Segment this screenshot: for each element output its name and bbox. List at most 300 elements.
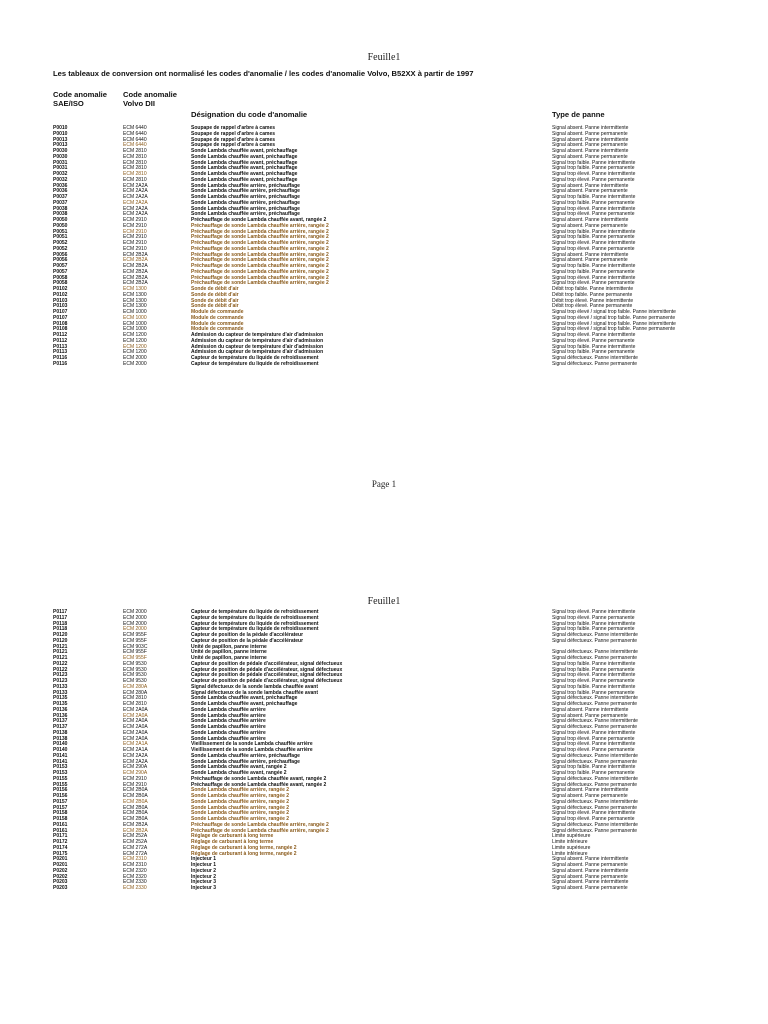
fault-type-cell: Signal défectueux. Panne permanente (552, 701, 638, 707)
designation-cell: Signal défectueux de la sonde lambda chauffée avant (191, 689, 318, 696)
designation-cell: Soupape de rappel d'arbre à cames (191, 130, 275, 137)
fault-type-cell: Signal absent. Panne intermittente (552, 856, 629, 863)
designation-cell: Vieillissement de la sonde Lambda chauffée arrière (191, 747, 313, 753)
sae-code-cell: P0161 (53, 827, 68, 834)
sae-code-cell: P0112 (53, 332, 68, 338)
volvo-code-cell: ECM 6440 (123, 125, 147, 131)
fault-type-cell: Signal absent. Panne intermittente (552, 125, 629, 131)
fault-type-cell: Signal trop faible. Panne intermittente (552, 764, 636, 771)
sae-code-cell: P0122 (53, 660, 68, 667)
designation-cell: Sonde Lambda chauffée arrière, rangée 2 (191, 798, 290, 805)
volvo-code-cell: ECM 2320 (123, 873, 147, 880)
designation-cell: Capteur de position de pédale d'accélérateur, signal défectueux (191, 660, 343, 667)
fault-type-cell: Signal défectueux. Panne permanente (552, 827, 638, 834)
designation-cell: Sonde Lambda chauffée arrière, préchauffage (191, 199, 300, 206)
volvo-code-cell: ECM 1300 (123, 297, 147, 304)
sae-code-cell: P0121 (53, 643, 68, 650)
sae-code-cell: P0010 (53, 130, 68, 137)
designation-cell: Module de commande (191, 314, 244, 321)
fault-type-cell: Signal trop faible. Panne intermittente (552, 194, 636, 200)
sae-code-cell: P0052 (53, 240, 68, 246)
sae-code-cell: P0010 (53, 125, 68, 131)
sae-code-cell: P0137 (53, 718, 68, 725)
designation-cell: Sonde Lambda chauffée arrière, préchauffage (191, 188, 300, 195)
volvo-code-cell: ECM 2A0A (123, 724, 148, 730)
volvo-code-cell: ECM 2A2A (123, 205, 148, 212)
volvo-code-cell: ECM 2910 (123, 775, 147, 782)
designation-cell: Sonde Lambda chauffée arrière, rangée 2 (191, 804, 290, 811)
volvo-code-cell: ECM 2B2A (123, 263, 148, 269)
designation-cell: Sonde Lambda chauffée arrière, rangée 2 (191, 810, 290, 817)
fault-type-cell: Signal absent. Panne intermittente (552, 867, 629, 874)
designation-cell: Sonde Lambda chauffée arrière (191, 706, 266, 713)
volvo-code-cell: ECM 1000 (123, 309, 147, 315)
volvo-code-cell: ECM 2910 (123, 228, 147, 235)
designation-cell: Préchauffage de sonde Lambda chauffée arrière, rangée 2 (191, 245, 329, 252)
volvo-code-cell: ECM 1200 (123, 343, 147, 350)
sae-code-cell: P0137 (53, 724, 68, 730)
fault-type-cell: Signal absent. Panne intermittente (552, 879, 629, 886)
sae-code-cell: P0123 (53, 672, 68, 679)
fault-type-cell: Limite supérieure (552, 844, 591, 851)
volvo-code-cell: ECM 2000 (123, 360, 147, 367)
fault-type-cell: Signal absent. Panne intermittente (552, 251, 629, 258)
volvo-code-cell: ECM 9530 (123, 666, 147, 673)
fault-type-cell: Signal défectueux. Panne intermittente (552, 632, 638, 638)
sae-code-cell: P0037 (53, 199, 68, 206)
volvo-code-cell: ECM 2B0A (123, 810, 148, 817)
designation-cell: Sonde Lambda chauffée avant, préchauffage (191, 695, 298, 702)
fault-type-cell: Signal absent. Panne permanente (552, 793, 628, 799)
column-header-line: SAE/ISO (53, 99, 84, 108)
sae-code-cell: P0037 (53, 194, 68, 200)
fault-type-cell: Signal absent. Panne permanente (552, 222, 628, 229)
sae-code-cell: P0102 (53, 286, 68, 292)
fault-type-cell: Débit trop élevé. Panne permanente (552, 303, 633, 310)
fault-type-cell: Limite inférieure (552, 839, 588, 845)
sae-code-cell: P0122 (53, 666, 68, 673)
volvo-code-cell: ECM 2B2A (123, 821, 148, 828)
volvo-code-cell: ECM 1200 (123, 332, 147, 338)
fault-type-cell: Signal absent. Panne permanente (552, 130, 628, 137)
sae-code-cell: P0157 (53, 804, 68, 811)
sae-code-cell: P0118 (53, 626, 68, 633)
designation-cell: Capteur de position de pédale d'accélérateur, signal défectueux (191, 678, 343, 684)
fault-type-cell: Signal absent. Panne permanente (552, 142, 628, 149)
volvo-code-cell: ECM 2810 (123, 148, 147, 154)
volvo-code-cell: ECM 2A1A (123, 747, 148, 753)
designation-cell: Préchauffage de sonde Lambda chauffée arrière, rangée 2 (191, 228, 329, 235)
designation-cell: Préchauffage de sonde Lambda chauffée arrière, rangée 2 (191, 234, 329, 241)
fault-type-cell: Signal trop faible. Panne intermittente (552, 228, 636, 235)
table-row (0, 886, 768, 892)
volvo-code-cell: ECM 2330 (123, 885, 147, 891)
sae-code-cell: P0108 (53, 326, 68, 333)
designation-cell: Sonde Lambda chauffée avant, préchauffage (191, 153, 298, 160)
designation-cell: Capteur de température du liquide de refroidissement (191, 360, 319, 367)
fault-type-cell: Signal trop élevé. Panne intermittente (552, 171, 636, 177)
fault-type-cell: Signal défectueux. Panne intermittente (552, 355, 638, 361)
volvo-code-cell: ECM 955F (123, 649, 147, 656)
volvo-code-cell: ECM 2310 (123, 856, 147, 863)
designation-cell: Sonde Lambda chauffée arrière (191, 724, 266, 730)
fault-type-cell: Signal absent. Panne permanente (552, 873, 628, 880)
column-header-line: Code anomalie (53, 90, 108, 99)
volvo-code-cell: ECM 272A (123, 844, 148, 851)
sae-code-cell: P0201 (53, 862, 68, 868)
fault-type-cell: Signal trop faible. Panne permanente (552, 666, 635, 673)
fault-type-cell: Signal trop faible. Panne intermittente (552, 660, 636, 667)
designation-cell: Sonde Lambda chauffée avant, préchauffage (191, 176, 298, 183)
designation-cell: Sonde Lambda chauffée arrière (191, 735, 266, 742)
designation-cell: Sonde Lambda chauffée arrière, préchauffage (191, 211, 300, 218)
volvo-code-cell: ECM 2910 (123, 234, 147, 241)
designation-cell: Capteur de position de pédale d'accélérateur, signal défectueux (191, 666, 343, 673)
designation-cell: Sonde Lambda chauffée avant, préchauffage (191, 148, 298, 154)
volvo-code-cell: ECM 955F (123, 637, 147, 644)
volvo-code-cell: ECM 2A2A (123, 211, 148, 218)
sae-code-cell: P0121 (53, 649, 68, 656)
fault-type-cell: Signal trop élevé / signal trop faible. Panne intermittente (552, 309, 676, 315)
volvo-code-cell: ECM 2810 (123, 153, 147, 160)
column-header-sae-code (53, 90, 107, 108)
sheet-title: Feuille1 (367, 52, 401, 63)
fault-type-cell: Signal défectueux. Panne intermittente (552, 775, 638, 782)
designation-cell: Sonde Lambda chauffée arrière (191, 712, 266, 719)
sae-code-cell: P0155 (53, 781, 68, 788)
designation-cell: Capteur de température du liquide de refroidissement (191, 620, 319, 627)
designation-cell: Préchauffage de sonde Lambda chauffée avant, rangée 2 (191, 775, 327, 782)
sae-code-cell: P0203 (53, 879, 68, 886)
sae-code-cell: P0135 (53, 695, 68, 702)
fault-type-cell: Signal trop élevé. Panne intermittente (552, 741, 636, 748)
volvo-code-cell: ECM 2810 (123, 176, 147, 183)
sae-code-cell: P0036 (53, 188, 68, 195)
fault-type-cell: Signal trop élevé. Panne intermittente (552, 274, 636, 281)
designation-cell: Module de commande (191, 309, 244, 315)
volvo-code-cell: ECM 2B2A (123, 251, 148, 258)
designation-cell: Préchauffage de sonde Lambda chauffée arrière, rangée 2 (191, 821, 329, 828)
fault-type-cell: Signal défectueux. Panne permanente (552, 758, 638, 765)
volvo-code-cell: ECM 2910 (123, 781, 147, 788)
sae-code-cell: P0175 (53, 850, 68, 857)
designation-cell: Préchauffage de sonde Lambda chauffée arrière, rangée 2 (191, 268, 329, 275)
sae-code-cell: P0135 (53, 701, 68, 707)
fault-type-cell: Signal trop élevé / signal trop faible. Panne intermittente (552, 320, 676, 327)
volvo-code-cell: ECM 903C (123, 643, 148, 650)
sae-code-cell: P0121 (53, 655, 68, 661)
volvo-code-cell: ECM 2810 (123, 701, 147, 707)
volvo-code-cell: ECM 955F (123, 632, 147, 638)
volvo-code-cell: ECM 2910 (123, 240, 147, 246)
sae-code-cell: P0113 (53, 343, 68, 350)
volvo-code-cell: ECM 2A0A (123, 729, 148, 736)
volvo-code-cell: ECM 290A (123, 764, 148, 771)
sae-code-cell: P0038 (53, 211, 68, 218)
volvo-code-cell: ECM 2B2A (123, 827, 148, 834)
fault-type-cell: Signal trop faible. Panne intermittente (552, 263, 636, 269)
sae-code-cell: P0123 (53, 678, 68, 684)
volvo-code-cell: ECM 252A (123, 833, 148, 840)
sae-code-cell: P0138 (53, 735, 68, 742)
volvo-code-cell: ECM 280A (123, 689, 148, 696)
sae-code-cell: P0153 (53, 770, 68, 776)
volvo-code-cell: ECM 2000 (123, 609, 147, 615)
volvo-code-cell: ECM 2000 (123, 626, 147, 633)
sae-code-cell: P0116 (53, 355, 68, 361)
designation-cell: Capteur de température du liquide de refroidissement (191, 626, 319, 633)
fault-type-cell: Signal trop faible. Panne intermittente (552, 343, 636, 350)
sae-code-cell: P0108 (53, 320, 68, 327)
sae-code-cell: P0141 (53, 758, 68, 765)
volvo-code-cell: ECM 2A2A (123, 182, 148, 189)
designation-cell: Sonde de débit d'air (191, 303, 239, 310)
sheet-title: Feuille1 (367, 596, 401, 607)
fault-type-cell: Signal trop faible. Panne intermittente (552, 620, 636, 627)
volvo-code-cell: ECM 2B2A (123, 280, 148, 287)
designation-cell: Préchauffage de sonde Lambda chauffée arrière, rangée 2 (191, 827, 329, 834)
fault-type-cell: Limite inférieure (552, 850, 588, 857)
fault-type-cell: Signal trop faible. Panne permanente (552, 770, 635, 776)
sae-code-cell: P0155 (53, 775, 68, 782)
sae-code-cell: P0120 (53, 632, 68, 638)
designation-cell: Sonde Lambda chauffée arrière, préchauffage (191, 182, 300, 189)
designation-cell: Signal défectueux de la sonde lambda chauffée avant (191, 683, 318, 690)
designation-cell: Préchauffage de sonde Lambda chauffée arrière, rangée 2 (191, 240, 329, 246)
sae-code-cell: P0030 (53, 153, 68, 160)
fault-type-cell: Signal absent. Panne permanente (552, 712, 628, 719)
sae-code-cell: P0140 (53, 741, 68, 748)
sae-code-cell: P0103 (53, 297, 68, 304)
designation-cell: Admission du capteur de température d'air d'admission (191, 337, 324, 344)
designation-cell: Admission du capteur de température d'air d'admission (191, 349, 324, 356)
fault-type-cell: Signal trop faible. Panne permanente (552, 165, 635, 172)
fault-type-cell: Signal défectueux. Panne permanente (552, 360, 638, 367)
volvo-code-cell: ECM 1300 (123, 291, 147, 298)
sae-code-cell: P0133 (53, 683, 68, 690)
designation-cell: Réglage de carburant à long terme (191, 833, 274, 840)
fault-type-cell: Signal défectueux. Panne permanente (552, 804, 638, 811)
sae-code-cell: P0107 (53, 309, 68, 315)
fault-type-cell: Signal trop faible. Panne permanente (552, 199, 635, 206)
fault-type-cell: Signal absent. Panne permanente (552, 188, 628, 195)
sae-code-cell: P0140 (53, 747, 68, 753)
sae-code-cell: P0202 (53, 867, 68, 874)
sae-code-cell: P0112 (53, 337, 68, 344)
fault-type-cell: Limite supérieure (552, 833, 591, 840)
fault-type-cell: Signal trop élevé. Panne permanente (552, 747, 635, 753)
designation-cell: Sonde de débit d'air (191, 297, 239, 304)
sae-code-cell: P0161 (53, 821, 68, 828)
fault-type-cell: Signal trop élevé. Panne permanente (552, 614, 635, 621)
volvo-code-cell: ECM 955F (123, 655, 147, 661)
volvo-code-cell: ECM 2A2A (123, 199, 148, 206)
sae-code-cell: P0051 (53, 228, 68, 235)
sae-code-cell: P0116 (53, 360, 68, 367)
volvo-code-cell: ECM 2810 (123, 171, 147, 177)
designation-cell: Sonde Lambda chauffée arrière, préchauffage (191, 752, 300, 759)
sae-code-cell: P0057 (53, 268, 68, 275)
volvo-code-cell: ECM 2B0A (123, 816, 148, 822)
sae-code-cell: P0136 (53, 706, 68, 713)
sae-code-cell: P0118 (53, 620, 68, 627)
designation-cell: Préchauffage de sonde Lambda chauffée arrière, rangée 2 (191, 222, 329, 229)
fault-type-cell: Signal absent. Panne intermittente (552, 182, 629, 189)
fault-type-cell: Signal trop élevé. Panne intermittente (552, 205, 636, 212)
fault-type-cell: Signal trop élevé. Panne intermittente (552, 810, 636, 817)
volvo-code-cell: ECM 2B2A (123, 274, 148, 281)
designation-cell: Injecteur 1 (191, 862, 217, 868)
sae-code-cell: P0202 (53, 873, 68, 880)
fault-type-cell: Signal absent. Panne permanente (552, 862, 628, 868)
sae-code-cell: P0032 (53, 171, 68, 177)
fault-type-cell: Signal défectueux. Panne intermittente (552, 718, 638, 725)
volvo-code-cell: ECM 2310 (123, 862, 147, 868)
volvo-code-cell: ECM 1000 (123, 326, 147, 333)
fault-type-cell: Débit trop élevé. Panne intermittente (552, 297, 634, 304)
fault-type-cell: Débit trop faible. Panne intermittente (552, 286, 634, 292)
volvo-code-cell: ECM 2000 (123, 355, 147, 361)
sae-code-cell: P0117 (53, 609, 68, 615)
designation-cell: Réglage de carburant à long terme, rangée 2 (191, 844, 297, 851)
sae-code-cell: P0058 (53, 274, 68, 281)
fault-type-cell: Signal trop élevé / signal trop faible. Panne permanente (552, 326, 676, 333)
intro-text: Les tableaux de conversion ont normalisé les codes d'anomalie / les codes d'anomalie Volvo, B52XX à partir de 1997 (53, 69, 474, 78)
volvo-code-cell: ECM 2A2A (123, 758, 148, 765)
sae-code-cell: P0057 (53, 263, 68, 269)
fault-type-cell: Signal trop faible. Panne permanente (552, 234, 635, 241)
fault-type-cell: Signal défectueux. Panne intermittente (552, 649, 638, 656)
sae-code-cell: P0036 (53, 182, 68, 189)
designation-cell: Soupape de rappel d'arbre à cames (191, 142, 275, 149)
volvo-code-cell: ECM 252A (123, 839, 148, 845)
fault-type-cell: Signal trop élevé. Panne intermittente (552, 332, 636, 338)
table-page1 (0, 126, 768, 368)
column-header-volvo-code (123, 90, 177, 108)
volvo-code-cell: ECM 9530 (123, 672, 147, 679)
sae-code-cell: P0171 (53, 833, 68, 840)
fault-type-cell: Signal absent. Panne permanente (552, 257, 628, 264)
sae-code-cell: P0058 (53, 280, 68, 287)
fault-type-cell: Signal trop faible. Panne permanente (552, 349, 635, 356)
volvo-code-cell: ECM 2330 (123, 879, 147, 886)
fault-type-cell: Signal trop faible. Panne intermittente (552, 159, 636, 166)
designation-cell: Capteur de position de la pédale d'accélérateur (191, 637, 304, 644)
volvo-code-cell: ECM 1000 (123, 320, 147, 327)
sae-code-cell: P0103 (53, 303, 68, 310)
fault-type-cell: Signal défectueux. Panne permanente (552, 637, 638, 644)
column-header-line: Volvo DII (123, 99, 155, 108)
designation-cell: Préchauffage de sonde Lambda chauffée avant, rangée 2 (191, 781, 327, 788)
fault-type-cell: Signal trop élevé. Panne permanente (552, 337, 635, 344)
sae-code-cell: P0013 (53, 136, 68, 143)
fault-type-cell: Signal trop faible. Panne permanente (552, 268, 635, 275)
volvo-code-cell: ECM 9530 (123, 678, 147, 684)
volvo-code-cell: ECM 1300 (123, 303, 147, 310)
volvo-code-cell: ECM 2B0A (123, 804, 148, 811)
designation-cell: Sonde Lambda chauffée arrière, préchauffage (191, 205, 300, 212)
sae-code-cell: P0136 (53, 712, 68, 719)
fault-type-cell: Signal absent. Panne permanente (552, 153, 628, 160)
designation-cell: Vieillissement de la sonde Lambda chauffée arrière (191, 741, 313, 748)
fault-type-cell: Signal absent. Panne intermittente (552, 148, 629, 154)
designation-cell: Sonde Lambda chauffée avant, rangée 2 (191, 764, 287, 771)
table-row (0, 362, 768, 368)
designation-cell: Sonde Lambda chauffée arrière (191, 718, 266, 725)
fault-type-cell: Signal trop élevé. Panne permanente (552, 735, 635, 742)
designation-cell: Capteur de température du liquide de refroidissement (191, 614, 319, 621)
designation-cell: Injecteur 1 (191, 856, 217, 863)
sae-code-cell: P0038 (53, 205, 68, 212)
designation-cell: Capteur de température du liquide de refroidissement (191, 609, 319, 615)
sae-code-cell: P0156 (53, 793, 68, 799)
designation-cell: Préchauffage de sonde Lambda chauffée arrière, rangée 2 (191, 274, 329, 281)
sae-code-cell: P0056 (53, 257, 68, 264)
column-header-designation: Désignation du code d'anomalie (191, 110, 308, 119)
fault-type-cell: Signal trop élevé. Panne intermittente (552, 672, 636, 679)
designation-cell: Sonde Lambda chauffée avant, rangée 2 (191, 770, 287, 776)
volvo-code-cell: ECM 2A0A (123, 706, 148, 713)
fault-type-cell: Signal défectueux. Panne permanente (552, 781, 638, 788)
sae-code-cell: P0031 (53, 159, 68, 166)
fault-type-cell: Signal trop élevé. Panne permanente (552, 211, 635, 218)
designation-cell: Sonde Lambda chauffée avant, préchauffage (191, 165, 298, 172)
fault-type-cell: Signal trop élevé. Panne permanente (552, 245, 635, 252)
volvo-code-cell: ECM 2B0A (123, 798, 148, 805)
designation-cell: Sonde Lambda chauffée avant, préchauffage (191, 701, 298, 707)
volvo-code-cell: ECM 2A2A (123, 752, 148, 759)
designation-cell: Capteur de position de la pédale d'accélérateur (191, 632, 304, 638)
volvo-code-cell: ECM 2A2A (123, 188, 148, 195)
designation-cell: Préchauffage de sonde Lambda chauffée arrière, rangée 2 (191, 251, 329, 258)
designation-cell: Réglage de carburant à long terme, rangée 2 (191, 850, 297, 857)
fault-type-cell: Signal absent. Panne intermittente (552, 787, 629, 794)
sae-code-cell: P0172 (53, 839, 68, 845)
volvo-code-cell: ECM 2B2A (123, 257, 148, 264)
sae-code-cell: P0051 (53, 234, 68, 241)
volvo-code-cell: ECM 6440 (123, 142, 147, 149)
designation-cell: Sonde Lambda chauffée arrière, rangée 2 (191, 787, 290, 794)
sae-code-cell: P0138 (53, 729, 68, 736)
fault-type-cell: Signal trop élevé. Panne permanente (552, 678, 635, 684)
designation-cell: Injecteur 3 (191, 879, 217, 886)
sae-code-cell: P0052 (53, 245, 68, 252)
sae-code-cell: P0107 (53, 314, 68, 321)
column-header-line: Code anomalie (123, 90, 178, 99)
designation-cell: Sonde Lambda chauffée arrière, rangée 2 (191, 816, 290, 822)
sae-code-cell: P0050 (53, 217, 68, 223)
designation-cell: Unité de papillon, panne interne (191, 655, 267, 661)
fault-type-cell: Signal absent. Panne intermittente (552, 706, 629, 713)
volvo-code-cell: ECM 2910 (123, 222, 147, 229)
fault-type-cell: Signal défectueux. Panne intermittente (552, 798, 638, 805)
fault-type-cell: Signal défectueux. Panne permanente (552, 655, 638, 661)
sae-code-cell: P0117 (53, 614, 68, 621)
fault-type-cell: Signal trop élevé. Panne permanente (552, 280, 635, 287)
volvo-code-cell: ECM 2B0A (123, 787, 148, 794)
sae-code-cell: P0120 (53, 637, 68, 644)
fault-type-cell: Signal absent. Panne permanente (552, 885, 628, 891)
sae-code-cell: P0113 (53, 349, 68, 356)
sae-code-cell: P0158 (53, 810, 68, 817)
volvo-code-cell: ECM 2810 (123, 159, 147, 166)
fault-type-cell: Signal trop élevé. Panne intermittente (552, 729, 636, 736)
designation-cell: Capteur de température du liquide de refroidissement (191, 355, 319, 361)
designation-cell: Sonde Lambda chauffée avant, préchauffage (191, 159, 298, 166)
volvo-code-cell: ECM 2A0A (123, 718, 148, 725)
designation-cell: Unité de papillon, panne interne (191, 643, 267, 650)
fault-type-cell: Signal trop élevé / signal trop faible. Panne permanente (552, 314, 676, 321)
